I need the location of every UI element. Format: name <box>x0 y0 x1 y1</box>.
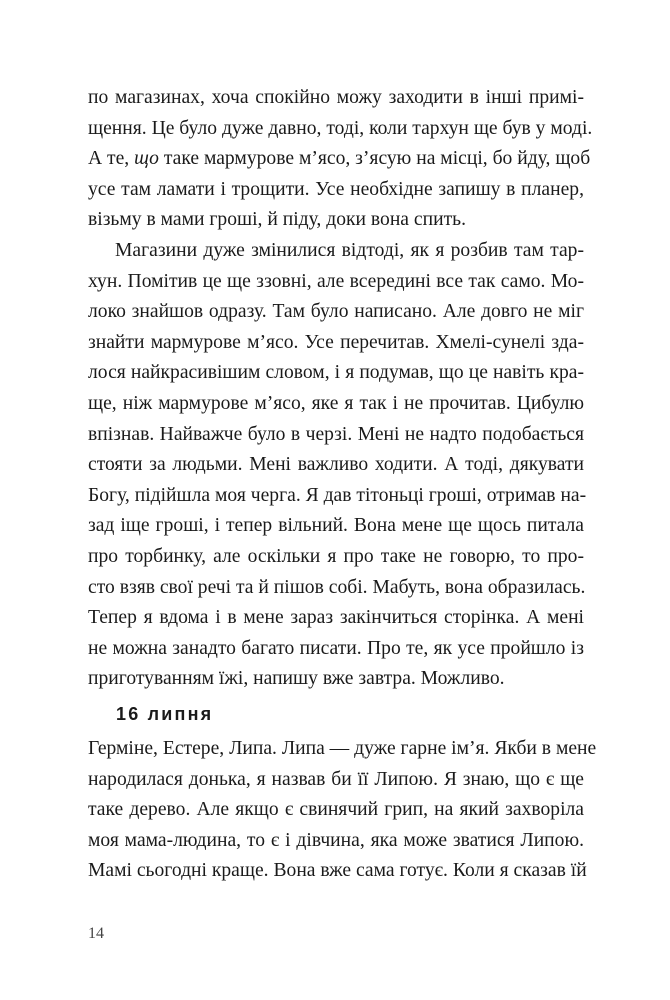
text-line: ще, ніж мармурове м’ясо, яке я так і не прочитав. Цибулю <box>88 392 584 414</box>
text-line: Мамі сьогодні краще. Вона вже сама готує. Коли я сказав їй <box>88 860 587 882</box>
body-text-top <box>88 83 593 695</box>
text-line: стояти за людьми. Мені важливо ходити. А тоді, дякувати <box>88 454 584 476</box>
text-line: візьму в мами гроші, й піду, доки вона спить. <box>88 209 466 231</box>
text-fragment: А те, <box>88 148 135 170</box>
text-line: приготуванням їжі, напишу вже завтра. Можливо. <box>88 668 505 690</box>
date-heading: 16 липня <box>116 704 214 724</box>
text-line <box>88 144 591 175</box>
text-line: Богу, підійшла моя черга. Я дав тітоньці гроші, отримав на- <box>88 484 587 506</box>
text-line: не можна занадто багато писати. Про те, як усе пройшло із <box>88 637 584 659</box>
text-line: таке дерево. Але якщо є свинячий грип, на який захворіла <box>88 799 584 821</box>
text-line: впізнав. Найважче було в черзі. Мені не надто подобається <box>88 423 584 445</box>
text-line: Герміне, Естере, Липа. Липа — дуже гарне ім’я. Якби в мене <box>88 738 597 759</box>
text-line: знайти мармурове м’ясо. Усе перечитав. Хмелі-сунелі зда- <box>88 331 584 353</box>
text-line: усе там ламати і трощити. Усе необхідне запишу в планер, <box>88 178 584 200</box>
text-line: Магазини дуже змінилися відтоді, як я розбив там тар- <box>115 239 584 261</box>
text-line: Тепер я вдома і в мене зараз закінчиться сторінка. А мені <box>88 607 584 629</box>
body-text-bottom <box>88 734 597 887</box>
text-fragment: таке мармурове м’ясо, з’ясую на місці, бо йду, щоб <box>158 148 591 170</box>
text-line: лося найкрасивішим словом, і я подумав, що це навіть кра- <box>88 362 584 384</box>
text-line: про торбинку, але оскільки я про таке не говорю, то про- <box>88 545 584 567</box>
text-line: локо знайшов одразу. Там було написано. Але довго не міг <box>88 301 584 323</box>
page-number: 14 <box>88 925 104 942</box>
text-line: по магазинах, хоча спокійно можу заходити в інші примі- <box>88 87 584 108</box>
text-line: хун. Помітив це ще ззовні, але всередині все так само. Мо- <box>88 270 584 292</box>
text-line: щення. Це було дуже давно, тоді, коли тархун ще був у моді. <box>88 117 593 139</box>
italic-word: що <box>134 148 159 170</box>
text-line: моя мама-людина, то є і дівчина, яка може зватися Липою. <box>88 829 584 851</box>
text-line: народилася донька, я назвав би її Липою. Я знаю, що є ще <box>88 768 584 790</box>
text-line: сто взяв свої речі та й пішов собі. Мабуть, вона образилась. <box>88 576 586 598</box>
text-line: зад іще гроші, і тепер вільний. Вона мене ще щось питала <box>88 515 584 537</box>
